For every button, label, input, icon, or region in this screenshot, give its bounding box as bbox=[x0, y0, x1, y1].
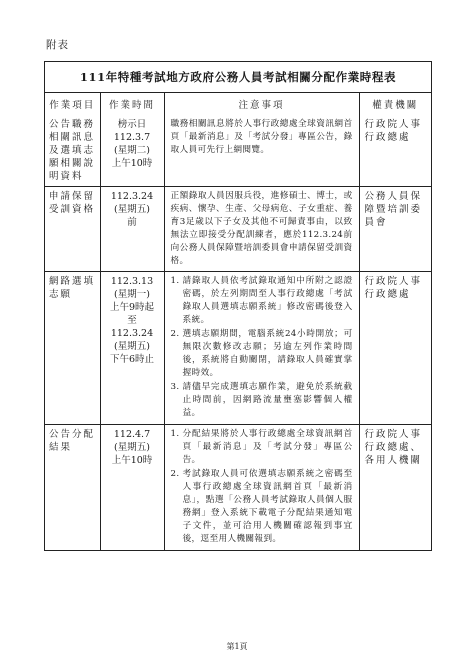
time-line: 112.3.24 bbox=[110, 191, 154, 202]
time-line: 前 bbox=[127, 217, 137, 228]
row-unit: 公務人員保障暨培訓委員會 bbox=[359, 187, 431, 272]
time-line: (星期一) bbox=[114, 289, 150, 300]
row-notes bbox=[164, 187, 359, 272]
row-item: 公告職務相關訊息及選填志願相關說明資料 bbox=[45, 115, 100, 187]
row-notes bbox=[164, 115, 359, 187]
header-notes: 注意事項 bbox=[164, 93, 359, 115]
row-time bbox=[100, 425, 164, 551]
time-line: 112.3.7 bbox=[113, 132, 151, 143]
row-time bbox=[100, 272, 164, 425]
table-row bbox=[45, 115, 431, 187]
note-item bbox=[171, 275, 353, 327]
time-line: 112.4.7 bbox=[113, 429, 151, 440]
table-row bbox=[45, 187, 431, 272]
note-number: 2. bbox=[170, 469, 180, 479]
time-line: 上午10時 bbox=[111, 158, 153, 169]
note-text: 職務相關訊息將於人事行政總處全球資訊網首頁「最新消息」及「考試分發」專區公告，錄取人員可先行上網閱覽。 bbox=[170, 119, 353, 155]
note-item bbox=[171, 428, 353, 467]
time-line: 上午10時 bbox=[111, 455, 153, 466]
row-time bbox=[100, 187, 164, 272]
time-line: 112.3.24 bbox=[110, 328, 154, 339]
row-time bbox=[100, 115, 164, 187]
time-line: 下午6時止 bbox=[109, 354, 155, 365]
header-item: 作業項目 bbox=[45, 93, 100, 115]
note-number: 1. bbox=[170, 429, 180, 439]
schedule-rows bbox=[45, 115, 431, 550]
note-text: 考試錄取人員可依選填志願系統之密碼至人事行政總處全球資訊網首頁「最新消息」，點選「公務人員考試錄取人員個人服務網」登入系統下載電子分配結果通知電子文件，並可洽用人機關確認報到事宜後，逕至用人機關報到。 bbox=[182, 469, 353, 544]
time-line: (星期二) bbox=[114, 145, 150, 156]
table-row bbox=[45, 425, 431, 551]
time-line: (星期五) bbox=[114, 341, 150, 352]
row-item: 網路選填志願 bbox=[45, 272, 100, 425]
attachment-label: 附表 bbox=[46, 39, 69, 51]
note-text: 選填志願期間，電腦系統24小時開放；可無限次數修改志願；另逾左列作業時間後，系統將自動關閉，請錄取人員確實掌握時效。 bbox=[182, 329, 353, 378]
note-number: 2. bbox=[170, 329, 180, 339]
page-number: 第1頁 bbox=[226, 642, 248, 651]
header-time: 作業時間 bbox=[100, 93, 164, 115]
row-unit: 行政院人事行政總處 bbox=[359, 272, 431, 425]
note-number: 3. bbox=[170, 382, 180, 392]
note-number: 1. bbox=[170, 276, 180, 286]
note-text: 分配結果將於人事行政總處全球資訊網首頁「最新消息」及「考試分發」專區公告。 bbox=[182, 429, 353, 465]
note-text: 請錄取人員依考試錄取通知中所附之認證密碼，於左列期間至人事行政總處「考試錄取人員選填志願系統」修改密碼後登入系統。 bbox=[182, 276, 353, 325]
row-notes bbox=[164, 272, 359, 425]
note-item bbox=[171, 468, 353, 546]
schedule-sheet bbox=[44, 61, 432, 551]
time-line: 上午9時起 bbox=[109, 302, 155, 313]
note-text: 正額錄取人員因服兵役，進修碩士、博士，或疾病、懷孕、生產、父母病危、子女重症、養育3足歲以下子女及其他不可歸責事由，以致無法立即接受分配訓練者，應於112.3.24前向公務人員保障暨培訓委員會申請保留受訓資格。 bbox=[170, 191, 353, 266]
row-notes bbox=[164, 425, 359, 551]
table-row bbox=[45, 272, 431, 425]
header-unit: 權責機關 bbox=[359, 93, 431, 115]
row-item: 申請保留受訓資格 bbox=[45, 187, 100, 272]
note-item bbox=[171, 381, 353, 420]
row-unit: 行政院人事行政總處、各用人機關 bbox=[359, 425, 431, 551]
note-text: 請儘早完成選填志願作業，避免於系統截止時間前，因網路流量壅塞影響個人權益。 bbox=[182, 382, 353, 418]
row-unit: 行政院人事行政總處 bbox=[359, 115, 431, 187]
time-line: (星期五) bbox=[114, 204, 150, 215]
schedule-table bbox=[45, 93, 431, 550]
time-line: 112.3.13 bbox=[110, 276, 154, 287]
row-item: 公告分配結果 bbox=[45, 425, 100, 551]
table-title: 111年特種考試地方政府公務人員考試相關分配作業時程表 bbox=[45, 62, 431, 93]
note-list bbox=[171, 428, 353, 546]
time-line: 榜示日 bbox=[117, 119, 147, 130]
note-list bbox=[171, 275, 353, 420]
time-line: (星期五) bbox=[114, 442, 150, 453]
header-row bbox=[45, 93, 431, 115]
time-line: 至 bbox=[127, 315, 137, 326]
note-item bbox=[171, 328, 353, 380]
